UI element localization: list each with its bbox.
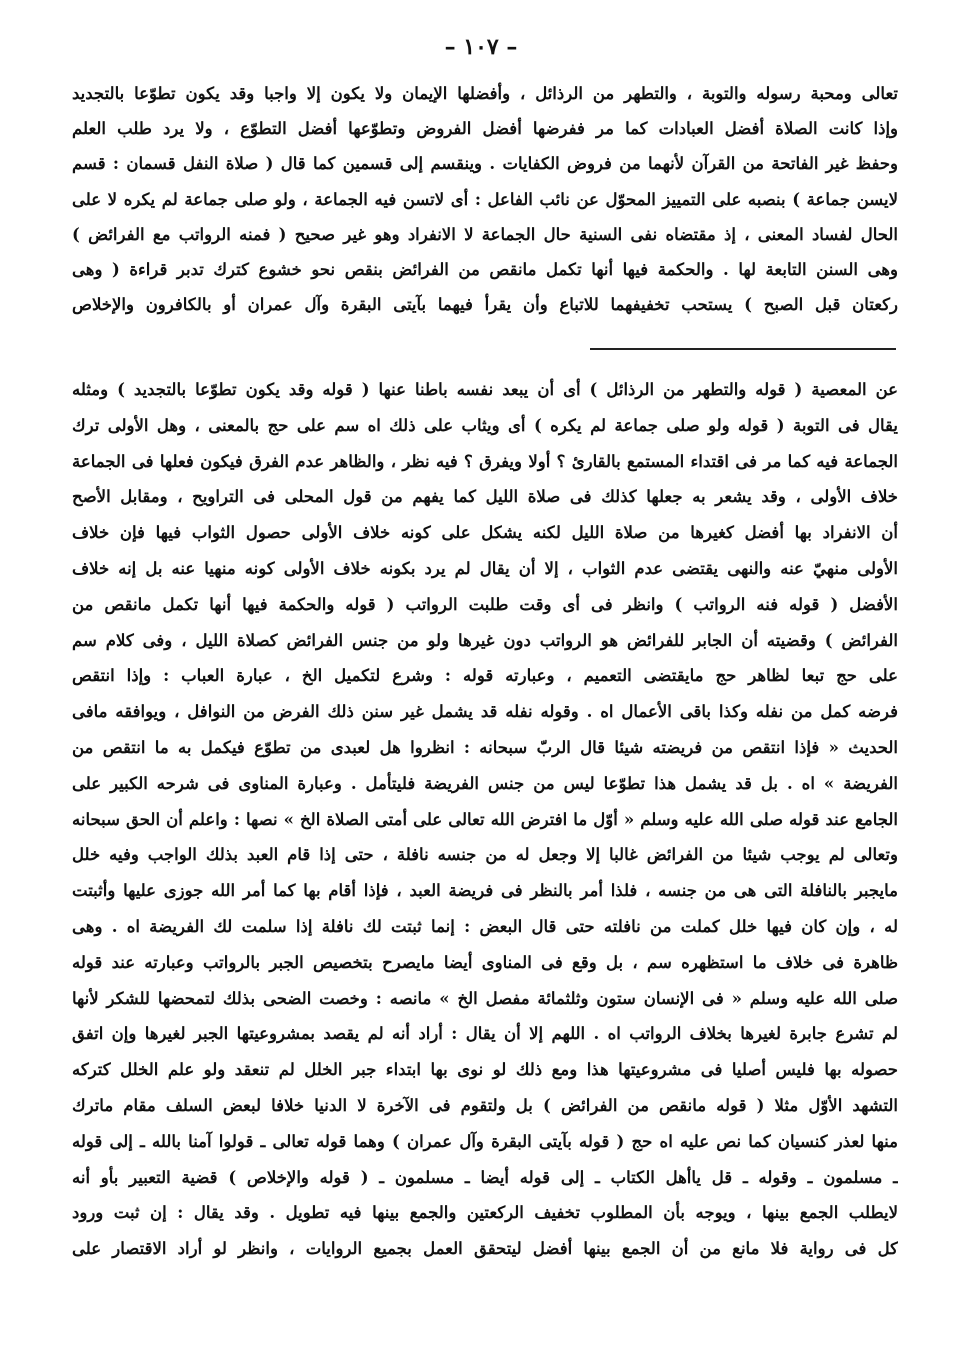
footnote-line: صلى الله عليه وسلم « فى الإنسان ستون وثلثمائة مفصل الخ » مانصه : وخصت الضحى بذلك لتمحضها للشكر لأنها (72, 988, 898, 1008)
main-text-line: الحال لفساد المعنى ، إذ مقتضاه نفى السنية حال الجماعة لا الانفراد وهو غير صحيح ( فمنه الرواتب مع الفرائض ) (72, 224, 898, 244)
main-text (72, 76, 898, 322)
footnote-line: الفرائض ) وقضيته أن الجابر للفرائض هو الرواتب دون غيرها ولو من جنس الفرائض كصلاة الليل ، وفى كلام سم (72, 630, 898, 650)
footnote-line: الفريضة » اه . بل قد يشمل هذا تطوّعا ليس من جنس الفريضة فليتأمل . وعبارة المناوى فى شرحه الكبير على (72, 773, 898, 793)
footnote-line: الجامع عند قوله صلى الله عليه وسلم « أوّل ما افترض الله تعالى على أمتى الصلاة الخ » نصها : واعلم أن الحق سبحانه (72, 809, 898, 829)
footnote-line: ظاهرة فى خلاف ما استظهره سم ، بل وقع فى المناوى أيضا مايصرح بتخصيص الجبر بالرواتب وعبارته عند قوله (72, 952, 898, 972)
footnote-line: حصوله بها فليس أصليا فى مشروعيتها هذا ومع ذلك لو نوى بها ابتداء جبر الخلل لم تنعقد ولو علم الخلل كتركه (72, 1060, 898, 1080)
footnote-line: فرضه كمل من نفله وكذا باقى الأعمال اه . وقوله نفله قد يشمل غير سنن ذلك الفرض من النوافل ، ويوافقه مافى (72, 702, 898, 722)
main-text-line: وهى السنن التابعة لها . والحكمة فيها أنها تكمل مانقص من الفرائض بنقص نحو خشوع كترك تدبر قراءة ( وهى (72, 259, 898, 279)
footnote-line: الأولى منهيّ عنه والنهى يقتضى عدم الثواب ، إلا أن يقال لم يرد بكونه خلاف الأولى كونه منهيا عنه بل إنه خلاف (72, 558, 898, 578)
footnote-line: الجماعة فيه كما مر فى اقتداء المستمع بالقارئ ؟ أولا ويفرق ؟ فيه نظر ، والظاهر عدم الفرق فيكون فعلها فى الجماعة (72, 451, 898, 471)
footnote-line: خلاف الأولى ، وقد يشعر به جعلها كذلك فى صلاة الليل كما يفهم من قول المحلى فى التراويح ، ومقابل الأصح (72, 487, 898, 507)
main-text-line: لايسن جماعة ) بنصبه على التمييز المحوّل عن نائب الفاعل : أى لاتسن فيه الجماعة ، ولو صلى جماعة لم يكره لا على (72, 189, 898, 209)
main-text-line: وحفظ غير الفاتحة من القرآن لأنهما من فروض الكفايات . وينقسم إلى قسمين كما قال ( صلاة النفل قسمان : قسم (72, 154, 898, 174)
footnote-line: الحديث « فإذا انتقص من فريضته شيئا قال الربّ سبحانه : انظروا هل لعبدى من تطوّع فيكمل به ما انتقص من (72, 737, 898, 757)
main-text-line: ركعتان قبل الصبح ) يستحب تخفيفهما للاتباع وأن يقرأ فيهما بآيتى البقرة وآل عمران أو بالكافرون والإخلاص (72, 295, 898, 315)
footnote-text (72, 372, 898, 1267)
page-number: – ١٠٧ – (444, 34, 518, 60)
footnote-line: وتعالى لم يوجب شيئا من الفرائض غالبا إلا وجعل له من جنسه نافلة ، حتى إذا قام العبد بذلك الواجب وفيه خلل (72, 845, 898, 865)
footnote-line: على حج تبعا لظاهر حج مايقتضى التعميم ، وعبارته قوله : وشرع لتكميل الخ ، عبارة العباب : وإذا انتقص (72, 666, 898, 686)
footnote-line: لايطلب الجمع بينها ، ويوجه بأن المطلوب تخفيف الركعتين والجمع بينها فيه تطويل . وقد يقال : إن ثبت ورود (72, 1203, 898, 1223)
footnote-line: أن الانفراد بها أفضل كغيرها من صلاة الليل لكنه يشكل على كونه خلاف الأولى حصول الثواب فيها فإن خلاف (72, 523, 898, 543)
footnote-line: ـ مسلمون ـ وقوله ـ قل ياأهل الكتاب ـ إلى قوله أيضا ـ مسلمون ـ ( قوله والإخلاص ) قضية التعبير بأو أنه (72, 1167, 898, 1187)
footnote-line: كل فى رواية فلا مانع من أن الجمع بينها أفضل ليتحقق العمل بجميع الروايات ، وانظر لو أراد الاقتصار على (72, 1239, 898, 1259)
footnote-line: مايجبر بالنافلة التى هى من جنسه ، فلذا أمر بالنظر فى فريضة العبد ، فإذا أقام بها كما أمر الله جوزى عليها وأثبتت (72, 881, 898, 901)
footnote-line: عن المعصية ( قوله والتطهر من الرذائل ) أى أن يبعد نفسه باطنا عنها ( قوله وقد يكون تطوّعا بالتجديد ) ومثله (72, 380, 898, 399)
footnote-line: له ، وإن كان فيها خلل كملت من نافلته حتى قال البعض : إنما ثبتت لك نافلة إذا سلمت لك الفريضة اه . وهى (72, 916, 898, 936)
footnote-line: منها لعذر كنسيان كما نص عليه اه حج ( قوله بآيتى البقرة وآل عمران ) وهما قوله تعالى ـ قولوا آمنا بالله ـ إلى قوله (72, 1131, 898, 1151)
footnote-line: التشهد الأوّل مثلا ( قوله مانقص من الفرائض ) بل ولتقوم فى الآخرة لا الدنيا خلافا لبعض السلف مقام ماترك (72, 1095, 898, 1115)
main-text-line: وإذا كانت الصلاة أفضل العبادات كما مر ففرضها أفضل الفروض وتطوّعها أفضل التطوّع ، ولا يرد طلب العلم (72, 119, 898, 139)
footnote-line: الأفضل ( قوله فنه الرواتب ) وانظر فى أى وقت طلبت الرواتب ( قوله والحكمة فيها أنها تكمل مانقص من (72, 594, 898, 614)
main-text-line: تعالى ومحبة رسوله والتوبة ، والتطهر من الرذائل ، وأفضلها الإيمان ولا يكون إلا واجبا وقد يكون تطوّعا بالتجديد (72, 84, 898, 103)
footnote-line: لم تشرع جابرة لغيرها بخلاف الرواتب اه . اللهم إلا أن يقال : أراد أنه لم يقصد بمشروعيتها الجبر لغيرها وإن اتفق (72, 1024, 898, 1044)
footnote-line: يقال فى التوبة ( قوله ولو صلى جماعة لم يكره ) أى ويثاب على ذلك اه سم على حج بالمعنى ، وهل الأولى ترك (72, 415, 898, 435)
footnote-separator (590, 348, 896, 350)
